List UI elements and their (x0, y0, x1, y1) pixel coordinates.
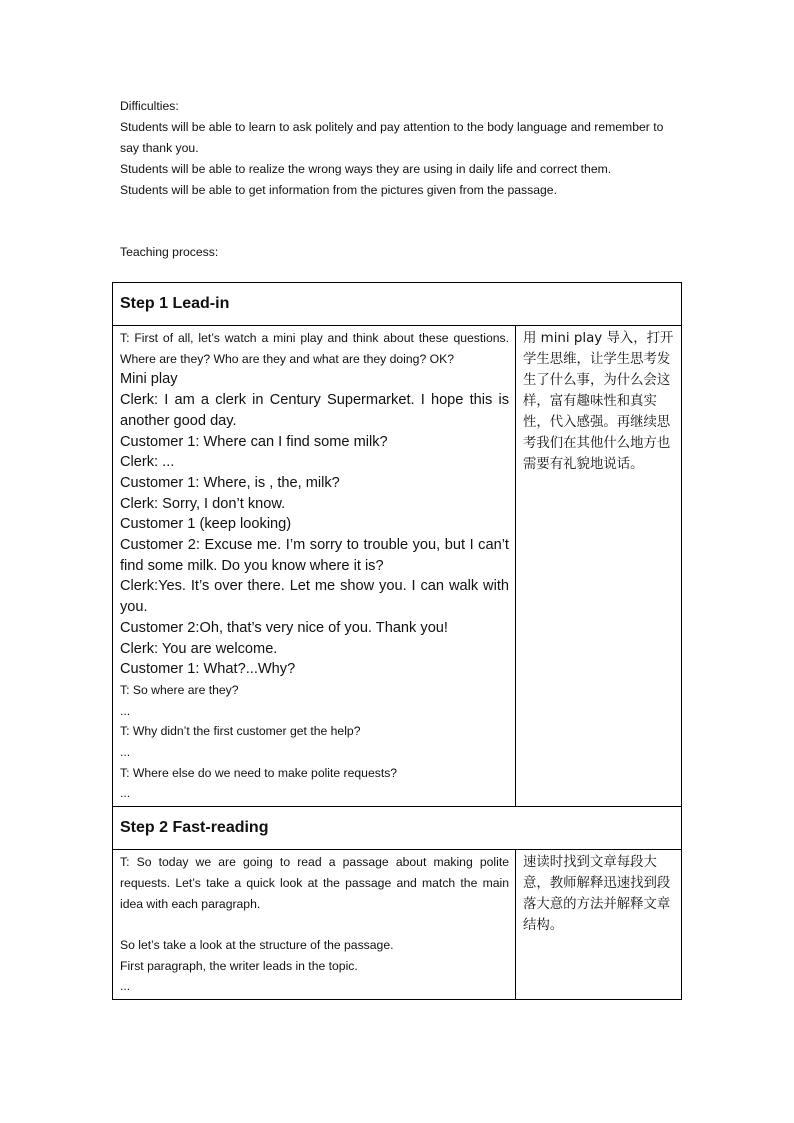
dialogue-line: Customer 1: What?...Why? (120, 661, 296, 678)
dialogue-line: Clerk: ... (120, 454, 175, 471)
teaching-process-label: Teaching process: (120, 245, 219, 259)
step-2-note: 速读时找到文章每段大意，教师解释迅速找到段落大意的方法并解释文章结构。 (516, 850, 682, 1000)
difficulties-section (120, 96, 680, 201)
step-1-note: 用 mini play 导入，打开学生思维，让学生思考发生了什么事，为什么会这样，富有趣味性和真实性，代入感强。再继续思考我们在其他什么地方也需要有礼貌地说话。 (516, 326, 682, 807)
teacher-line: T: So today we are going to read a passage about making polite requests. Let’s take a quick look at the passage and match the main idea with each paragraph. (120, 855, 509, 911)
teacher-line: T: First of all, let’s watch a mini play and think about these questions. Where are they? Who are they and what are they doing? OK? (120, 331, 509, 366)
dialogue-line: Customer 1: Where can I find some milk? (120, 433, 388, 450)
teacher-line: T: Where else do we need to make polite requests? (120, 765, 398, 780)
teacher-line: So let’s take a look at the structure of the passage. (120, 937, 394, 952)
play-title: Mini play (120, 371, 178, 388)
ellipsis-line: ... (120, 703, 131, 718)
dialogue-line: Clerk: You are welcome. (120, 640, 278, 657)
ellipsis-line: ... (120, 786, 131, 801)
step-1-title: Step 1 Lead-in (113, 283, 682, 326)
dialogue-line: Clerk: I am a clerk in Century Supermarket. I hope this is another good day. (120, 392, 509, 429)
blank-line (120, 914, 509, 935)
dialogue-line: Clerk: Sorry, I don’t know. (120, 495, 286, 512)
step-2-content (113, 850, 516, 1000)
dialogue-line: Customer 1: Where, is , the, milk? (120, 474, 340, 491)
teacher-line: T: So where are they? (120, 682, 239, 697)
teacher-line: T: Why didn’t the first customer get the help? (120, 724, 361, 739)
step-1-content (113, 326, 516, 807)
difficulty-item: Students will be able to learn to ask politely and pay attention to the body language and remember to say thank you. (120, 120, 664, 155)
teaching-process-table (112, 282, 682, 1000)
dialogue-line: Customer 1 (keep looking) (120, 516, 292, 533)
difficulty-item: Students will be able to realize the wrong ways they are using in daily life and correct them. (120, 162, 612, 176)
step-2-title: Step 2 Fast-reading (113, 807, 682, 850)
ellipsis-line: ... (120, 979, 131, 994)
ellipsis-line: ... (120, 745, 131, 760)
difficulty-item: Students will be able to get information from the pictures given from the passage. (120, 183, 557, 197)
dialogue-line: Customer 2:Oh, that’s very nice of you. Thank you! (120, 619, 448, 636)
teacher-line: First paragraph, the writer leads in the topic. (120, 958, 358, 973)
dialogue-line: Clerk:Yes. It’s over there. Let me show you. I can walk with you. (120, 578, 509, 616)
dialogue-line: Customer 2: Excuse me. I’m sorry to trouble you, but I can’t find some milk. Do you know where it is? (120, 537, 509, 574)
difficulties-heading: Difficulties: (120, 99, 179, 113)
